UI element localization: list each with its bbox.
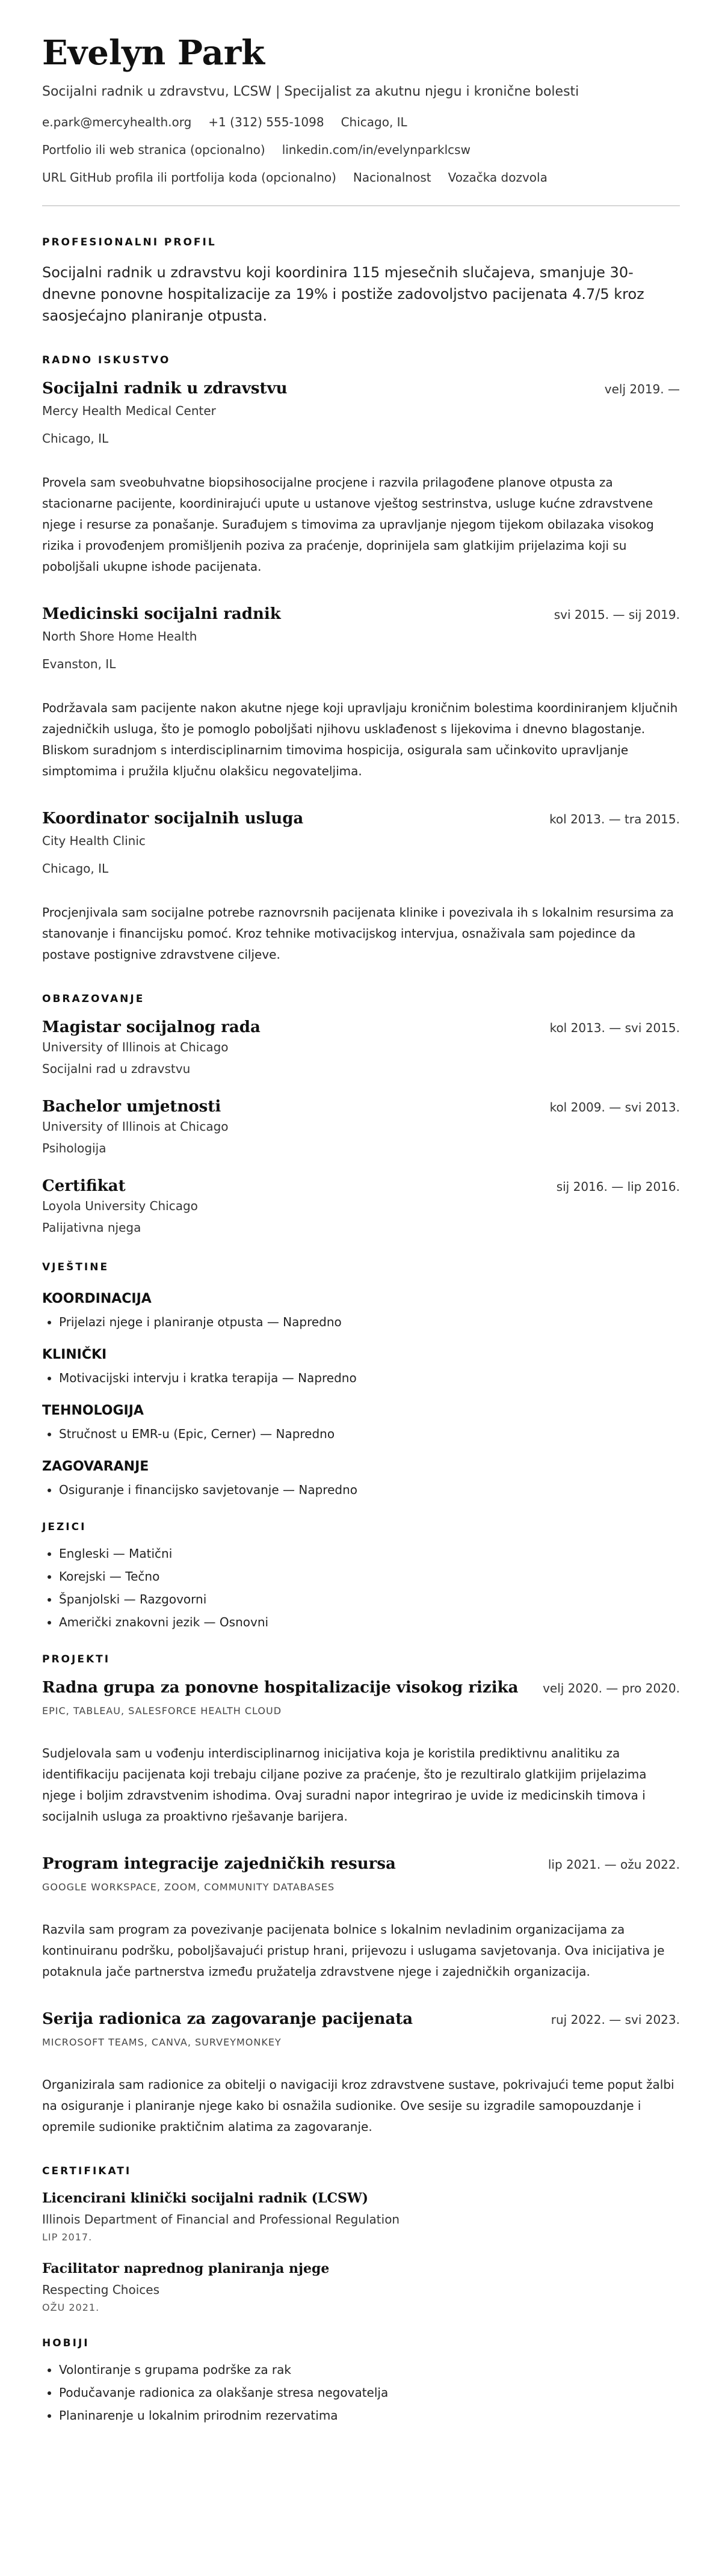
education-heading: OBRAZOVANJE [42,992,145,1005]
project-name: Radna grupa za ponovne hospitalizacije visokog rizika [42,1678,519,1697]
degree: Magistar socijalnog rada [42,1018,261,1036]
language-item: • Korejski — Tečno [59,1569,680,1584]
project-description: Sudjelovala sam u vođenju interdisciplinarnog inicijativa koja je koristila prediktivnu analitiku za identifikaciju pacijenata koji trebaju ciljane pozive za praćenje, što je rezultiralo glatkijim prijelazima njege i boljim zdravstvenim ishodima. Ovaj suradni napor integrirao je uvide iz medicinskih timova i socijalnih usluga za proaktivno rješavanje barijera. [42,1745,647,1824]
degree: Certifikat [42,1176,126,1195]
email-link[interactable]: e.park@mercyhealth.org [42,114,192,129]
nationality: Nacionalnost [353,170,431,185]
projects-heading: PROJEKTI [42,1653,111,1665]
languages-section [42,1521,680,1629]
header-divider [42,205,680,206]
skill-category: KLINIČKI [42,1347,107,1362]
language-item: • Engleski — Matični [59,1546,680,1561]
linkedin-link[interactable]: linkedin.com/in/evelynparklcsw [282,142,471,157]
job-dates: velj 2019. — [604,381,680,396]
employer: Mercy Health Medical Center [42,403,216,418]
location: Chicago, IL [341,114,407,129]
project-name: Program integracije zajedničkih resursa [42,1854,396,1873]
education-item [42,1098,680,1155]
job-location: Chicago, IL [42,431,109,446]
job-dates: kol 2013. — tra 2015. [549,811,680,826]
certificates-heading: CERTIFIKATI [42,2165,132,2177]
certificates-section [42,2165,680,2313]
job-description: Procjenjivala sam socijalne potrebe raznovrsnih pacijenata klinike i povezivala ih s lokalnim resursima za stanovanje i financijsku pomoć. Kroz tehnike motivacijskog intervjua, osnaživala sam pojedince da postave postignive zdravstvene ciljeve. [42,905,674,962]
certificate-item [42,2190,680,2243]
languages-heading: JEZICI [42,1520,87,1533]
language-item: • Američki znakovni jezik — Osnovni [59,1615,680,1629]
education-item [42,1177,680,1235]
project-description: Organizirala sam radionice za obitelji o navigaciji kroz zdravstvene sustave, pokrivajući teme poput žalbi na osiguranje i planiranje njege kako bi osnažila sudionike. Ove sesije su izgradile samopouzdanje i opremile sudionike praktičnim alatima za zagovaranje. [42,2077,674,2134]
field-of-study: Psihologija [42,1140,106,1155]
project-item [42,2010,680,2138]
certificate-issuer: Respecting Choices [42,2282,159,2297]
candidate-name: Evelyn Park [42,33,265,73]
education-item [42,1018,680,1076]
employer: North Shore Home Health [42,629,197,644]
extra-row [42,170,680,185]
job-description: Provela sam sveobuhvatne biopsihosocijalne procjene i razvila prilagođene planove otpusta za stacionarne pacijente, koordinirajući upute u ustanove vještog sestrinstva, usluge kućne zdravstvene njege i resurse za ponašanje. Surađujem s timovima za upravljanje njegom tijekom obilazaka visokog rizika i provođenjem promišljenih poziva za praćenje, doprinijela sam glatkijim prijelazima koji su poboljšali ukupne ishode pacijenata. [42,475,654,574]
project-item [42,1679,680,1827]
degree: Bachelor umjetnosti [42,1097,221,1116]
profile-summary: Socijalni radnik u zdravstvu koji koordinira 115 mjesečnih slučajeva, smanjuje 30-dnevne ponovne hospitalizacije za 19% i postiže zadovoljstvo pacijenata 4.7/5 kroz saosjećajno planiranje otpusta. [42,263,644,324]
skill-category: KOORDINACIJA [42,1291,152,1306]
hobby-item: • Podučavanje radionica za olakšanje stresa negovatelja [59,2385,680,2400]
headline: Socijalni radnik u zdravstvu, LCSW | Specijalist za akutnu njegu i kronične bolesti [42,84,579,99]
education-dates: kol 2009. — svi 2013. [549,1099,680,1114]
phone-number: +1 (312) 555-1098 [208,114,324,129]
certificate-name: Facilitator naprednog planiranja njege [42,2260,330,2276]
job-location: Evanston, IL [42,656,116,671]
experience-heading: RADNO ISKUSTVO [42,354,171,366]
certificate-date: OŽU 2021. [42,2301,100,2313]
hobby-item: • Volontiranje s grupama podrške za rak [59,2362,680,2377]
job-title: Socijalni radnik u zdravstvu [42,379,288,398]
job-title: Koordinator socijalnih usluga [42,809,304,828]
school: University of Illinois at Chicago [42,1119,229,1134]
project-tech: MICROSOFT TEAMS, CANVA, SURVEYMONKEY [42,2036,282,2048]
certificate-name: Licencirani klinički socijalni radnik (LCSW) [42,2190,369,2206]
project-dates: lip 2021. — ožu 2022. [548,1857,680,1872]
field-of-study: Socijalni rad u zdravstvu [42,1061,191,1076]
github-link[interactable]: URL GitHub profila ili portfolija koda (opcionalno) [42,170,336,185]
education-dates: kol 2013. — svi 2015. [549,1020,680,1035]
job-title: Medicinski socijalni radnik [42,604,281,623]
project-dates: velj 2020. — pro 2020. [543,1680,680,1695]
links-row [42,143,680,157]
job-description: Podržavala sam pacijente nakon akutne njege koji upravljaju kroničnim bolestima koordiniranjem ključnih zajedničkih usluga, što je pomoglo poboljšati njihovu usklađenost s lijekovima i dnevno blagostanje. Bliskom suradnjom s interdisciplinarnim timovima hospicija, osigurala sam učinkovito upravljanje simptomima i pružila ključnu olakšicu negovateljima. [42,700,678,778]
experience-item [42,380,680,577]
project-tech: GOOGLE WORKSPACE, ZOOM, COMMUNITY DATABASES [42,1881,335,1893]
job-location: Chicago, IL [42,861,109,876]
skill-category: TEHNOLOGIJA [42,1403,144,1418]
certificate-issuer: Illinois Department of Financial and Professional Regulation [42,2212,400,2227]
experience-item [42,810,680,965]
skills-heading: VJEŠTINE [42,1261,110,1273]
profile-heading: PROFESIONALNI PROFIL [42,236,217,248]
project-item [42,1855,680,1982]
contact-row [42,115,680,129]
skill-item: • Osiguranje i financijsko savjetovanje — Napredno [59,1483,680,1497]
field-of-study: Palijativna njega [42,1220,141,1235]
school: University of Illinois at Chicago [42,1039,229,1054]
experience-item [42,605,680,782]
language-item: • Španjolski — Razgovorni [59,1592,680,1606]
certificate-date: LIP 2017. [42,2231,93,2243]
skills-section [42,1261,680,1497]
certificate-item [42,2261,680,2313]
drivers-license: Vozačka dozvola [448,170,548,185]
skill-item: • Stručnost u EMR-u (Epic, Cerner) — Napredno [59,1427,680,1441]
job-dates: svi 2015. — sij 2019. [554,607,680,622]
project-description: Razvila sam program za povezivanje pacijenata bolnice s lokalnim nevladinim organizacijama za kontinuiranu podršku, poboljšavajući pristup hrani, prijevozu i uslugama savjetovanja. Ova inicijativa je potaknula jače partnerstva između pružatelja zdravstvene njege i zajedničkih organizacija. [42,1922,665,1979]
school: Loyola University Chicago [42,1198,198,1213]
hobbies-heading: HOBIJI [42,2337,90,2349]
skill-category: ZAGOVARANJE [42,1459,149,1474]
hobby-item: • Planinarenje u lokalnim prirodnim rezervatima [59,2408,680,2423]
employer: City Health Clinic [42,833,146,848]
project-tech: EPIC, TABLEAU, SALESFORCE HEALTH CLOUD [42,1705,282,1717]
hobbies-section [42,2337,680,2423]
portfolio-link[interactable]: Portfolio ili web stranica (opcionalno) [42,142,265,157]
education-dates: sij 2016. — lip 2016. [556,1179,680,1194]
skill-item: • Prijelazi njege i planiranje otpusta — Napredno [59,1315,680,1329]
project-dates: ruj 2022. — svi 2023. [551,2012,680,2027]
project-name: Serija radionica za zagovaranje pacijenata [42,2009,413,2028]
skill-item: • Motivacijski intervju i kratka terapija — Napredno [59,1371,680,1385]
projects-section [42,1653,680,2138]
